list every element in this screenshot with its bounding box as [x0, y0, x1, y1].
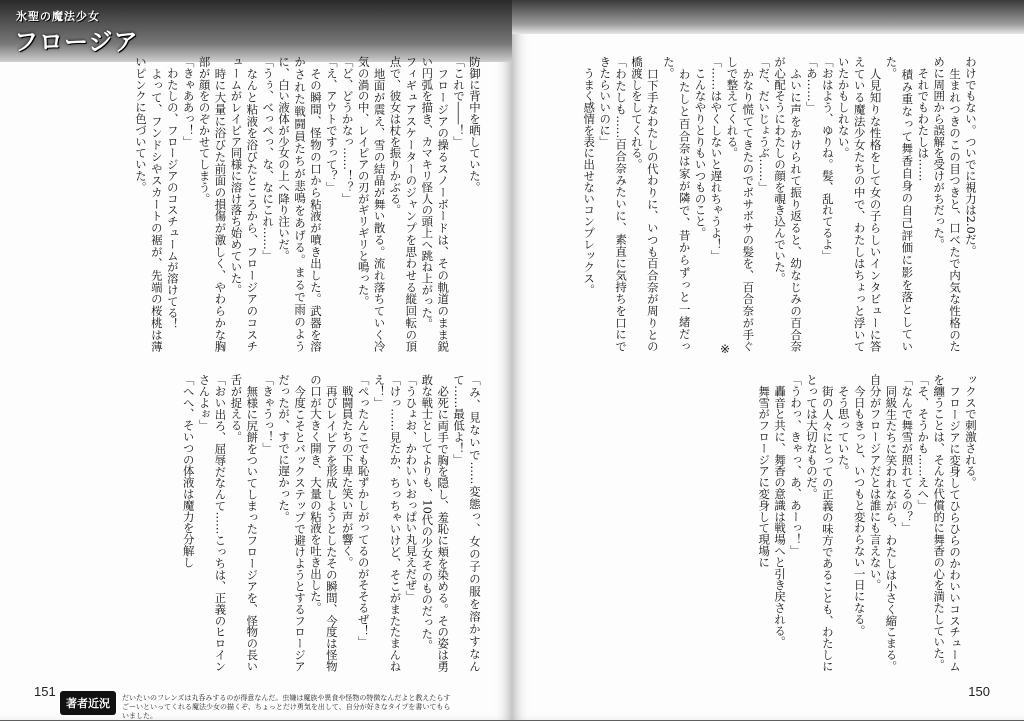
- right-page: [512, 0, 1024, 720]
- right-text-area: [540, 56, 978, 674]
- right-upper-text: わけでもない。ついでに視力は2.0だ。 生まれつきのこの目つきと、口べたで内気な性格のために周囲から誤解を受けがちだった。 それでもわたしは…… 積み重なって舞香自身の自己評価に影を落としていた。 人見知りな性格をして女の子らしいインタビューに答えている魔法少女たちの中で、わたしはちょっと浮いていたかもしれない。 「おはよう、ゆりね。髪、乱れてるよ」 「あ……」 ふいに声をかけられて振り返ると、幼なじみの百合奈が心配そうにわたしの顔を覗き込んでいた。 「だ、だいじょうぶ……」 かなり慌ててきたのでボサボサの髪を、百合奈が手ぐしで整えてくれる。 「……はやくしないと遅れちゃうよ！」 こんなやりとりもいつものこと。 わたしと百合奈は家が隣で、昔からずっと一緒だった。 口下手なわたしの代わりに、いつも百合奈が周りとの橋渡しをしてくれる。 「わたしも……百合奈みたいに、素直に気持ちを口にできたらいいのに」 うまく感情を表に出せないコンプレックス。: [582, 56, 978, 352]
- logo-subtitle: 氷聖の魔法少女: [16, 10, 100, 23]
- author-note: [60, 690, 456, 720]
- left-text-area: [46, 56, 482, 674]
- author-note-text: だいたいのフレンズは丸呑みするのが得意なんだ。虫嫌は魔族や異食や怪物の特徴なんだよと教えたらすごーいといってくれる魔法少女の描くぞ、ちょっとだけ勇気を出して、自分が好きなタイプを書いてもらいました。: [122, 695, 451, 720]
- header-band-right: [512, 0, 1024, 34]
- left-page-number: 151: [34, 684, 56, 699]
- right-lower-text: ックスで刺激される。 フロージアに変身してひらひらのかわいいコスチュームを纏うことは、そんな代償的に舞香の心を満たしていた。 「そ、そうかも……えへ」 「なんで舞雪が照れてるの？」 同級生たちに笑われながら、わたしは小さく縮こまる。自分がフロージアだとは誰にも言えない。 今日もきっと、いつもと変わらない一日になる。 そう思っていた。 街の人々にとっての正義の味方であることも、わたしにとっては大切なものだ。 「うわっ、きゃっ、あ、あーっ！」 轟音と共に、舞香の意識は戦場へと引き戻される。 舞雪がフロージアに変身して現場に: [757, 374, 978, 672]
- logo-title: フロージア: [14, 27, 139, 56]
- author-note-label: 著者近況: [60, 691, 116, 715]
- left-upper-text: 防御に背中を晒していた。 「これで――！」 フロージアの操るスノーボードは、その軌道のまま鋭い円弧を描き、カマキリ怪人の頭上へ跳ね上がった。 フィギュアスケーターのジャンプを思わせる縦回転の頂点で、彼女は杖を振りかぶる。 地面が震え、雪の結晶が舞い散る。流れ落ちていく冷気の渦の中、レイピアの刃がギリギリと鳴った。 「ど、どうかなっ……！？」 「え、アウトですって？」 その瞬間、怪物の口から粘液が噴き出した。武器を溶かされた戦闘員たちが悲鳴をあげる。まるで雨のように、白い液体が少女の上へ降り注いだ。 「うぅ、べっぺっ、な、なにこれ……」 なんと粘液を浴びたところから、フロージアのコスチュームがレイピア同様に溶け落ち始めていた。 時に大量に浴びた前面の損傷が激しく、やわらかな胸部が顔をのぞかせてしまう。 「きゃああっ！」 わたしの、フロージアのコスチュームが溶けてる！ よって、フンドシやスカートの裾が、先端の桜桃は薄いピンクに色づいていた。: [133, 56, 482, 352]
- right-page-number: 150: [968, 684, 990, 699]
- left-lower-text: 「み、見ないで……変態っ、女の子の服を溶かすなんて……最低よ！」 必死に両手で胸を隠し、羞恥に頬を染める。その姿は勇敢な戦士としてよりも、10代の少女そのものだった。 「うひょお、かわいいおっぱい丸見えだぜ」 「けっ……見たか、ちっちゃいけど、そこがまたたまんねえ！」 「ぺったんこでも恥ずかしがってるのがそそるぜ！」 戦闘員たちの下卑た笑い声が響く。 再びレイピアを形成しようとしたその瞬間、今度は怪物の口が大きく開き、大量の粘液を吐き出した。 今度こそとバックステップで避けようとするフロージアだったが、すでに遅かった。 「きゃうっ！」 無様に尻餅をついてしまったフロージアを、怪物の長い舌が捉える。 「おい出ろ、屈辱だなんて……こっちは、正義のヒロインさんよぉ」 「へへ、そいつの体液は魔力を分解し: [181, 374, 482, 672]
- scene-break-mark: ※: [720, 342, 731, 356]
- left-page: [0, 0, 512, 720]
